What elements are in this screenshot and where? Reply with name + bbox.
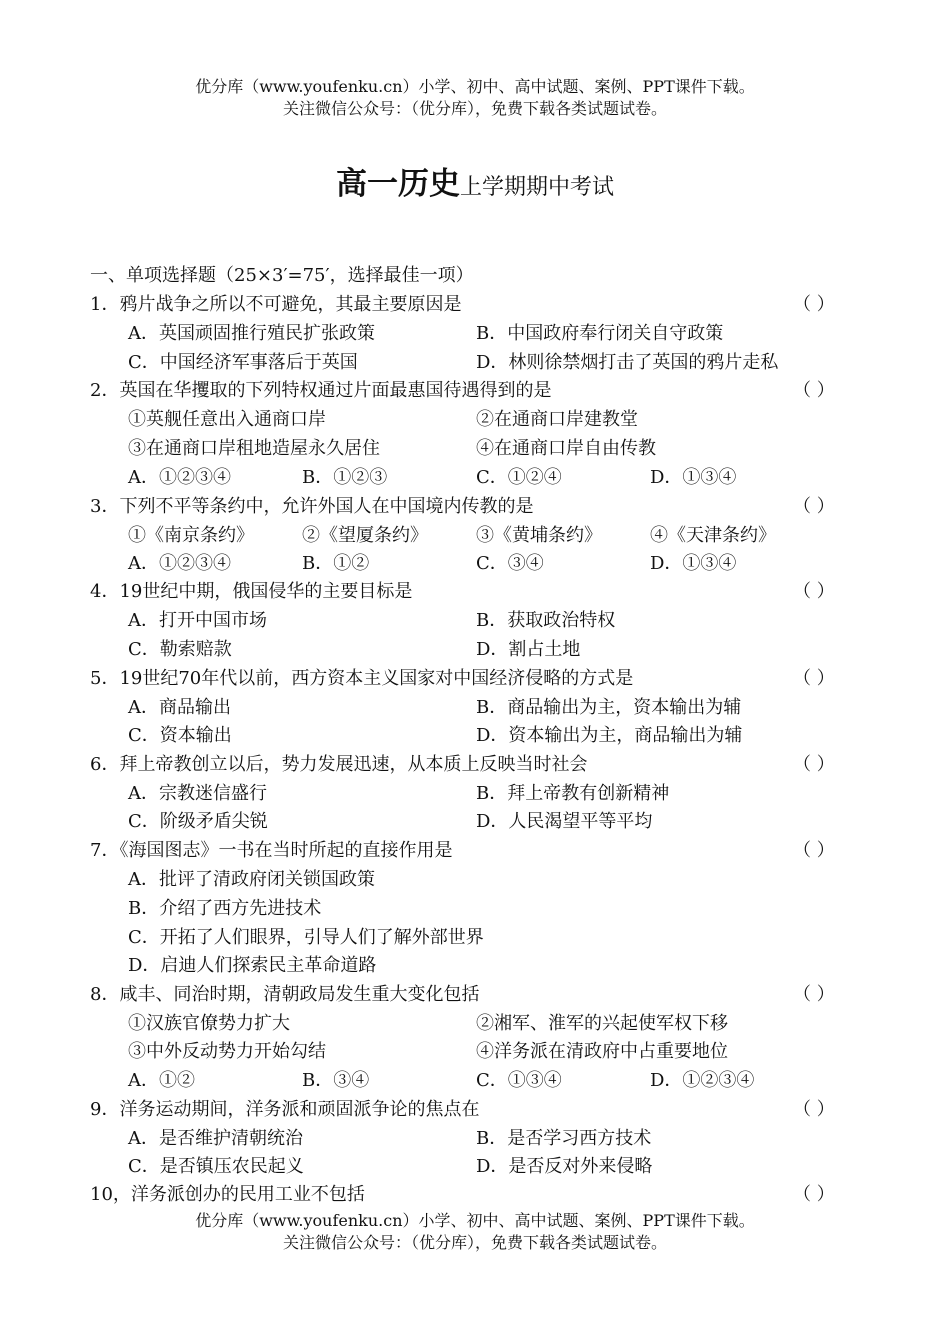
option-b: B．①②	[302, 553, 370, 574]
item-4: ④洋务派在清政府中占重要地位	[476, 1041, 728, 1062]
option-c: C．是否镇压农民起义	[128, 1156, 304, 1177]
question-1-stem	[0, 290, 950, 319]
question-stem: 1．鸦片战争之所以不可避免，其最主要原因是	[90, 294, 462, 315]
question-stem: 8．咸丰、同治时期，清朝政局发生重大变化包括	[90, 984, 480, 1005]
question-stem: 4．19世纪中期，俄国侵华的主要目标是	[90, 581, 413, 602]
question-1-options-row	[0, 348, 950, 377]
answer-parenthesis: （ ）	[793, 496, 835, 517]
question-5-stem	[0, 664, 950, 693]
question-5-options-row	[0, 721, 950, 750]
question-6-options-row	[0, 807, 950, 836]
question-3-options-row	[0, 549, 950, 578]
option-d: D．人民渴望平等平均	[476, 811, 653, 832]
option-d: D．启迪人们探索民主革命道路	[128, 955, 377, 976]
question-stem: 6．拜上帝教创立以后，势力发展迅速，从本质上反映当时社会	[90, 754, 588, 775]
title-main: 高一历史	[335, 166, 460, 202]
option-c: C．勒索赔款	[128, 639, 232, 660]
question-6-options-row	[0, 779, 950, 808]
answer-parenthesis: （ ）	[793, 581, 835, 602]
option-c: C．资本输出	[128, 725, 232, 746]
item-1: ①汉族官僚势力扩大	[128, 1013, 290, 1034]
answer-parenthesis: （ ）	[793, 668, 835, 689]
item-2: ②在通商口岸建教堂	[476, 409, 638, 430]
answer-parenthesis: （ ）	[793, 1099, 835, 1120]
question-10-stem	[0, 1180, 950, 1209]
item-3: ③中外反动势力开始勾结	[128, 1041, 326, 1062]
option-b: B．获取政治特权	[476, 610, 616, 631]
option-c: C．阶级矛盾尖锐	[128, 811, 268, 832]
page-title	[0, 158, 950, 203]
question-stem: 10，洋务派创办的民用工业不包括	[90, 1184, 365, 1205]
question-8-items-row	[0, 1037, 950, 1066]
question-9-options-row	[0, 1152, 950, 1181]
option-a: A．①②	[128, 1070, 195, 1091]
question-9-options-row	[0, 1124, 950, 1153]
answer-parenthesis: （ ）	[793, 984, 835, 1005]
question-stem: 5．19世纪70年代以前，西方资本主义国家对中国经济侵略的方式是	[90, 668, 634, 689]
option-c: C．③④	[476, 553, 544, 574]
item-1: ①《南京条约》	[128, 525, 254, 546]
question-9-stem	[0, 1095, 950, 1124]
question-stem: 2．英国在华攫取的下列特权通过片面最惠国待遇得到的是	[90, 380, 552, 401]
question-7-option-row	[0, 894, 950, 923]
footer-line-2: 关注微信公众号：（优分库），免费下载各类试题试卷。	[282, 1233, 667, 1252]
question-3-items-row	[0, 521, 950, 550]
option-d: D．①②③④	[650, 1070, 755, 1091]
option-d: D．林则徐禁烟打击了英国的鸦片走私	[476, 352, 779, 373]
question-7-stem	[0, 836, 950, 865]
header-line-2: 关注微信公众号：（优分库），免费下载各类试题试卷。	[282, 99, 667, 118]
question-4-options-row	[0, 635, 950, 664]
option-c: C．中国经济军事落后于英国	[128, 352, 358, 373]
title-sub: 上学期期中考试	[459, 175, 614, 200]
item-3: ③在通商口岸租地造屋永久居住	[128, 438, 380, 459]
question-4-options-row	[0, 606, 950, 635]
option-d: D．资本输出为主，商品输出为辅	[476, 725, 743, 746]
item-4: ④《天津条约》	[650, 525, 776, 546]
option-d: D．是否反对外来侵略	[476, 1156, 653, 1177]
option-d: D．①③④	[650, 467, 737, 488]
option-b: B．商品输出为主，资本输出为辅	[476, 697, 742, 718]
option-d: D．①③④	[650, 553, 737, 574]
answer-parenthesis: （ ）	[793, 754, 835, 775]
option-c: C．①③④	[476, 1070, 562, 1091]
question-8-options-row	[0, 1066, 950, 1095]
answer-parenthesis: （ ）	[793, 294, 835, 315]
question-2-items-row	[0, 434, 950, 463]
answer-parenthesis: （ ）	[793, 380, 835, 401]
option-a: A．①②③④	[128, 553, 231, 574]
header-line-1: 优分库（www.youfenku.cn）小学、初中、高中试题、案例、PPT课件下载。	[195, 77, 755, 96]
question-6-stem	[0, 750, 950, 779]
option-b: B．介绍了西方先进技术	[128, 898, 322, 919]
option-a: A．商品输出	[128, 697, 231, 718]
question-5-options-row	[0, 693, 950, 722]
item-4: ④在通商口岸自由传教	[476, 438, 656, 459]
option-a: A．是否维护清朝统治	[128, 1128, 303, 1149]
item-1: ①英舰任意出入通商口岸	[128, 409, 326, 430]
option-b: B．拜上帝教有创新精神	[476, 783, 670, 804]
option-a: A．英国顽固推行殖民扩张政策	[128, 323, 375, 344]
item-3: ③《黄埔条约》	[476, 525, 602, 546]
answer-parenthesis: （ ）	[793, 1184, 835, 1205]
option-b: B．中国政府奉行闭关自守政策	[476, 323, 724, 344]
question-7-option-row	[0, 865, 950, 894]
option-c: C．①②④	[476, 467, 562, 488]
question-8-items-row	[0, 1009, 950, 1038]
question-1-options-row	[0, 319, 950, 348]
footer-line-1: 优分库（www.youfenku.cn）小学、初中、高中试题、案例、PPT课件下载。	[195, 1211, 755, 1230]
section-heading	[0, 261, 950, 290]
question-7-option-row	[0, 923, 950, 952]
item-2: ②《望厦条约》	[302, 525, 428, 546]
item-2: ②湘军、淮军的兴起使军权下移	[476, 1013, 728, 1034]
question-2-items-row	[0, 405, 950, 434]
question-8-stem	[0, 980, 950, 1009]
question-3-stem	[0, 492, 950, 521]
option-a: A．①②③④	[128, 467, 231, 488]
option-b: B．是否学习西方技术	[476, 1128, 652, 1149]
question-stem: 7．《海国图志》一书在当时所起的直接作用是	[90, 840, 453, 861]
option-a: A．批评了清政府闭关锁国政策	[128, 869, 375, 890]
question-2-stem	[0, 376, 950, 405]
option-a: A．宗教迷信盛行	[128, 783, 267, 804]
option-b: B．①②③	[302, 467, 388, 488]
option-d: D．割占土地	[476, 639, 581, 660]
question-7-option-row	[0, 951, 950, 980]
question-stem: 3．下列不平等条约中，允许外国人在中国境内传教的是	[90, 496, 534, 517]
question-2-options-row	[0, 463, 950, 492]
answer-parenthesis: （ ）	[793, 840, 835, 861]
question-stem: 9．洋务运动期间，洋务派和顽固派争论的焦点在	[90, 1099, 480, 1120]
option-b: B．③④	[302, 1070, 370, 1091]
option-a: A．打开中国市场	[128, 610, 267, 631]
section-heading-text: 一、单项选择题（25×3′=75′，选择最佳一项）	[90, 265, 474, 286]
option-c: C．开拓了人们眼界，引导人们了解外部世界	[128, 927, 484, 948]
question-4-stem	[0, 577, 950, 606]
